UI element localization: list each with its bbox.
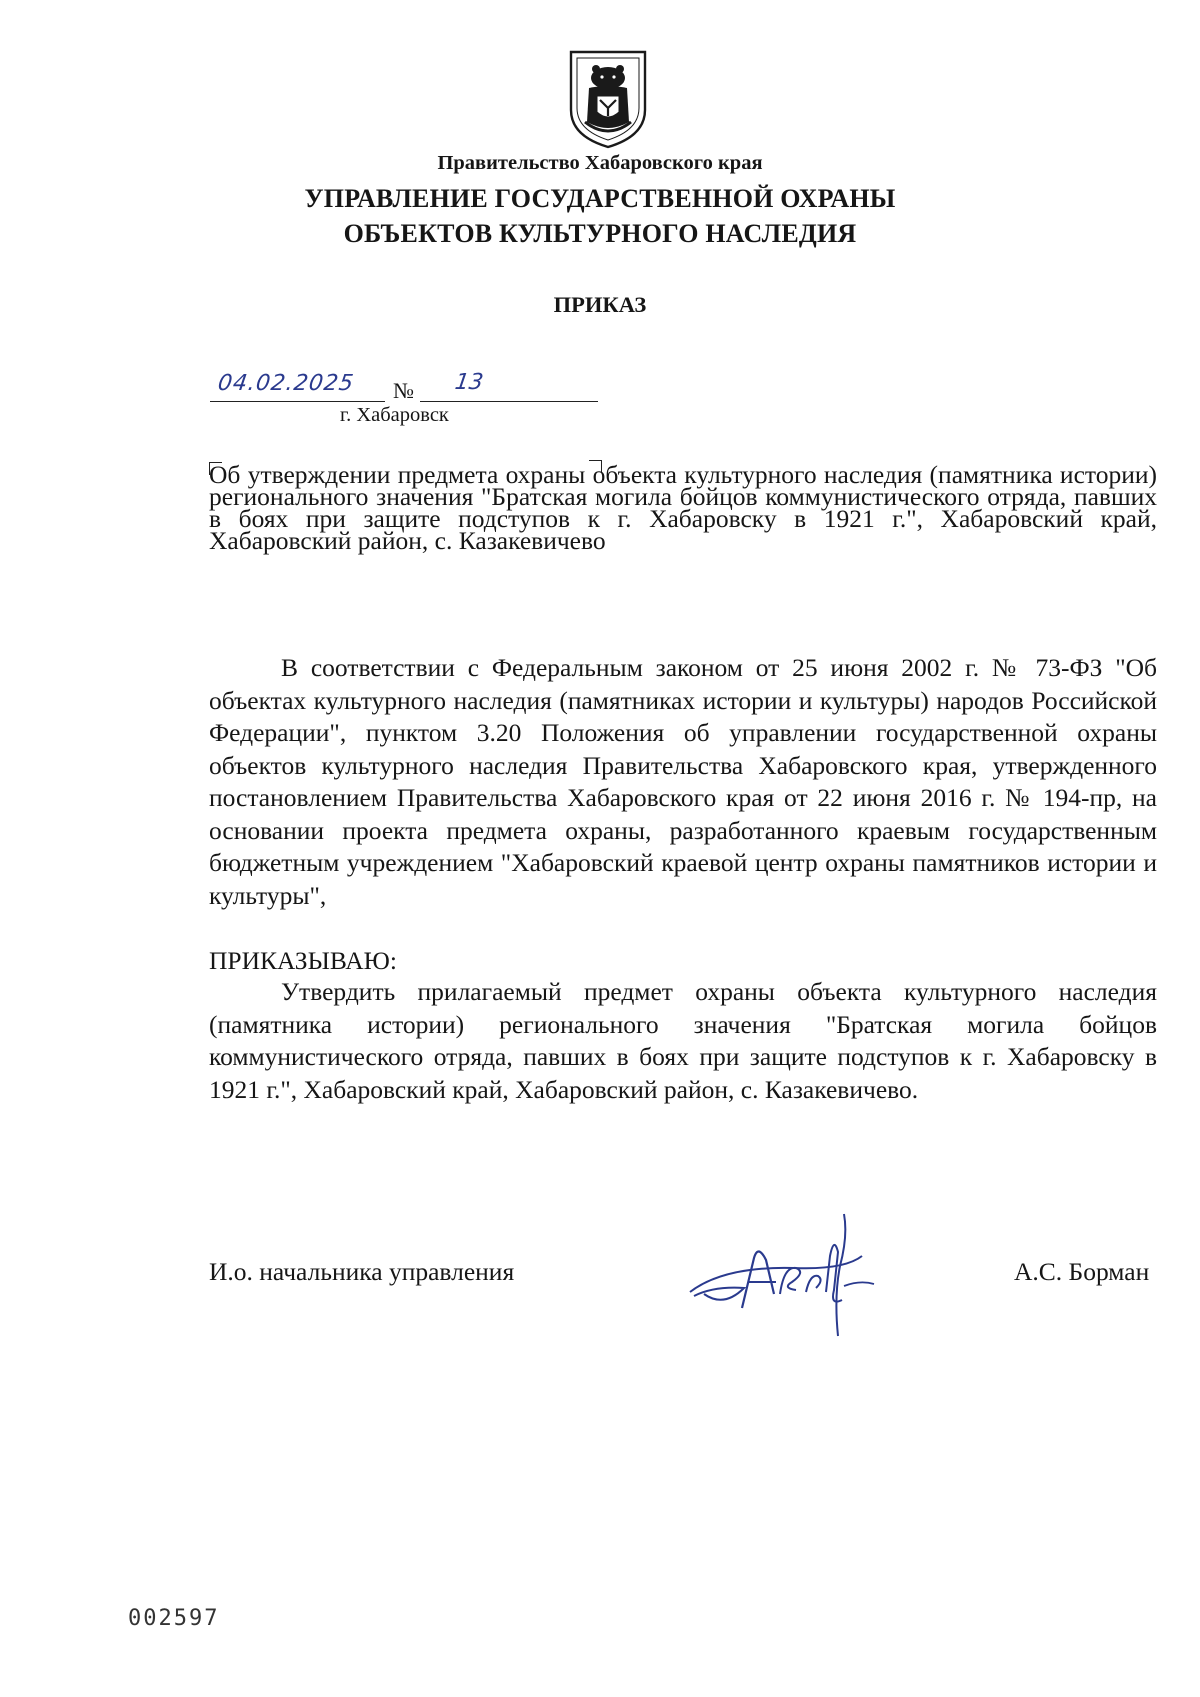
- handwritten-signature-icon: [684, 1196, 884, 1346]
- order-number: 13: [453, 370, 485, 395]
- order-date: 04.02.2025: [216, 371, 356, 396]
- signatory-position: И.о. начальника управления: [209, 1257, 515, 1286]
- document-title: ПРИКАЗ: [553, 292, 647, 317]
- legal-basis-paragraph: В соответствии с Федеральным законом от 25 июня 2002 г. № 73-ФЗ "Об объектах культурного наследия (памятниках истории и культуры) народов Российской Федерации", пунктом 3.20 Положения об управлении государственной охраны объектов культурного наследия Правительства Хабаровского края, утвержденного постановлением Правительства Хабаровского края от 22 июня 2016 г. № 194-пр, на основании проекта предмета охраны, разработанного краевым государственным бюджетным учреждением "Хабаровский краевой центр охраны памятников истории и культуры",: [209, 653, 1157, 910]
- decree-word: ПРИКАЗЫВАЮ:: [209, 946, 397, 975]
- resolution-paragraph: Утвердить прилагаемый предмет охраны объекта культурного наследия (памятника истории) регионального значения "Братская могила бойцов коммунистического отряда, павших в боях при защите подступов к г. Хабаровску в 1921 г.", Хабаровский край, Хабаровский район, с. Казакевичево.: [209, 977, 1157, 1104]
- serial-number: 002597: [128, 1606, 220, 1631]
- number-underline: [420, 401, 598, 402]
- signatory-name: А.С. Борман: [1014, 1257, 1150, 1286]
- department-name-line2: ОБЪЕКТОВ КУЛЬТУРНОГО НАСЛЕДИЯ: [343, 219, 857, 248]
- date-underline: [210, 401, 385, 402]
- order-subject: Об утверждении предмета охраны объекта культурного наследия (памятника истории) регионального значения "Братская могила бойцов коммунистического отряда, павших в боях при защите подступов к г. Хабаровску в 1921 г.", Хабаровский край, Хабаровский район, с. Казакевичево: [209, 460, 1157, 555]
- number-sign: №: [393, 378, 414, 403]
- government-name: Правительство Хабаровского края: [437, 152, 763, 174]
- coat-of-arms-icon: [567, 48, 649, 150]
- issue-city: г. Хабаровск: [340, 404, 449, 426]
- department-name-line1: УПРАВЛЕНИЕ ГОСУДАРСТВЕННОЙ ОХРАНЫ: [304, 184, 896, 213]
